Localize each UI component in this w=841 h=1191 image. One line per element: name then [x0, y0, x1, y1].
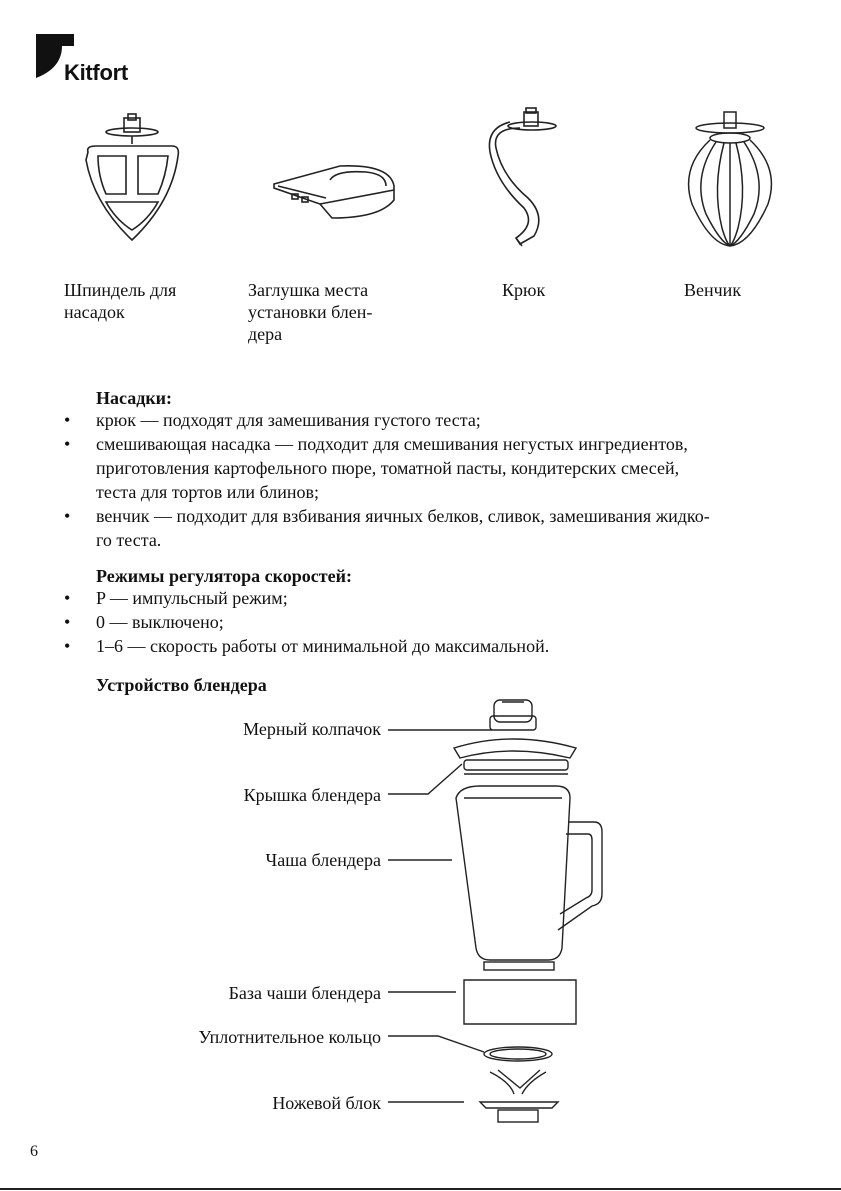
blender-cover-illustration — [270, 160, 400, 222]
speed-modes-title: Режимы регулятора скоростей: — [96, 566, 352, 586]
list-item-line: смешивающая насадка — подходит для смешивания негустых ингредиентов, — [96, 434, 688, 454]
caption-cover — [248, 279, 372, 345]
label-measuring-cap: Мерный колпачок — [243, 719, 381, 739]
list-item — [0, 610, 841, 634]
label-blade-unit: Ножевой блок — [272, 1093, 381, 1113]
nozzles-title: Насадки: — [96, 388, 173, 408]
list-item-line: крюк — подходят для замешивания густого теста; — [96, 410, 481, 430]
whisk-illustration — [680, 108, 780, 250]
label-blender-lid: Крышка блендера — [243, 785, 381, 805]
bullet-icon: • — [64, 612, 71, 632]
list-item-line: P — импульсный режим; — [96, 588, 288, 608]
nozzles-list — [0, 408, 841, 552]
hook-illustration — [488, 106, 558, 248]
bullet-icon: • — [64, 636, 71, 656]
list-item-line: го теста. — [96, 530, 162, 550]
list-item-line: 1–6 — скорость работы от минимальной до максимальной. — [96, 636, 550, 656]
bullet-icon: • — [64, 506, 71, 526]
caption-line: Крюк — [502, 280, 546, 300]
list-item — [0, 432, 841, 504]
blender-exploded-illustration — [380, 690, 620, 1140]
blender-title: Устройство блендера — [96, 675, 267, 695]
caption-spindle — [64, 279, 176, 323]
caption-line: дера — [248, 324, 283, 344]
page-number: 6 — [30, 1143, 38, 1160]
label-jar-base: База чаши блендера — [228, 983, 381, 1003]
bullet-icon: • — [64, 434, 71, 454]
list-item-line: венчик — подходит для взбивания яичных белков, сливок, замешивания жидко- — [96, 506, 710, 526]
caption-line: Заглушка места — [248, 280, 369, 300]
bottom-divider — [0, 1188, 841, 1190]
caption-line: Шпиндель для — [64, 280, 177, 300]
list-item — [0, 586, 841, 610]
caption-line: насадок — [64, 302, 125, 322]
label-blender-jar: Чаша блендера — [265, 850, 381, 870]
list-item — [0, 634, 841, 658]
caption-hook — [502, 279, 545, 301]
caption-whisk — [684, 279, 741, 301]
spindle-illustration — [76, 112, 186, 247]
caption-line: установки блен- — [248, 302, 373, 322]
list-item-line: 0 — выключено; — [96, 612, 224, 632]
caption-line: Венчик — [684, 280, 742, 300]
label-sealing-ring: Уплотнительное кольцо — [198, 1027, 381, 1047]
list-item-line: приготовления картофельного пюре, томатной пасты, кондитерских смесей, — [96, 458, 680, 478]
bullet-icon: • — [64, 410, 71, 430]
brand-name: Kitfort — [64, 60, 128, 85]
list-item-line: теста для тортов или блинов; — [96, 482, 320, 502]
list-item — [0, 504, 841, 552]
bullet-icon: • — [64, 588, 71, 608]
list-item — [0, 408, 841, 432]
speed-modes-list — [0, 586, 841, 658]
